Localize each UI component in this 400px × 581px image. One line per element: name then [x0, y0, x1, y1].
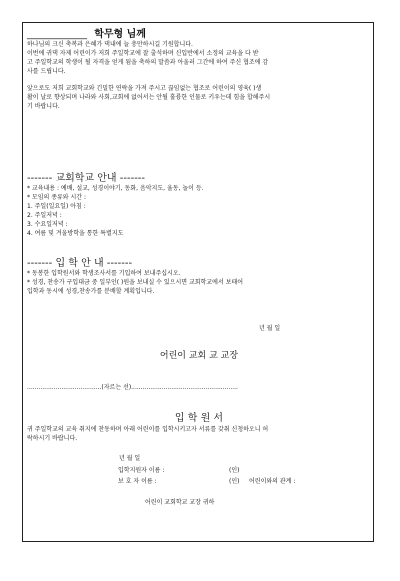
- intro-line-4: 사를 드립니다.: [27, 68, 66, 75]
- guide-item-schedule: * 모임의 종류와 시간 :: [27, 194, 87, 201]
- document-page: [22, 22, 374, 542]
- intro-line-2: 이번에 귀댁 자제 어린이가 저희 주일학교에 잘 출석하며 신입반에서 소정의 교육을 다 받: [27, 50, 259, 57]
- application-body-2: 락하시기 바랍니다.: [27, 435, 78, 442]
- guide-item-sunday-morning: 1. 주일(일요일) 아침 :: [27, 203, 86, 210]
- guardian-seal: (인): [229, 478, 240, 485]
- application-addressee: 어린이 교회학교 교장 귀하: [145, 499, 215, 506]
- relation-label: 어린이와의 관계 :: [249, 478, 296, 485]
- application-date: 년 월 일: [119, 455, 141, 462]
- admission-signature: 어린이 교회 교 교장: [159, 351, 239, 361]
- intro2-line-2: 활이 날로 향상되며 나라와 사회,교회에 없어서는 안될 훌륭한 인물로 키우는데 힘을 합해주시: [27, 94, 271, 101]
- guardian-name-label: 보 호 자 이름 :: [118, 478, 157, 485]
- applicant-seal: (인): [229, 467, 240, 474]
- intro2-line-1: 앞으로도 저희 교회학교와 긴밀한 연락을 가져 주시고 끊임없는 협조로 어린이의 영육( )생: [27, 85, 262, 92]
- addressee-header: [27, 25, 146, 40]
- guide-item-sunday-evening: 2. 주일저녁 :: [27, 212, 62, 219]
- admission-item-forms: * 동봉한 입학원서와 학생조사서를 기입하여 보내주십시오.: [27, 270, 181, 277]
- admission-item-fee: * 성경, 찬송가 구입대금 중 일부인( )원을 보내실 수 있으시면 교회학교에서 보태어: [27, 279, 244, 286]
- application-title: 입 학 원 서: [174, 413, 224, 424]
- guide-item-vacation: 4. 여름 및 겨울방학을 통한 특별지도: [27, 230, 124, 237]
- addressee-title: 학무형 님께: [94, 29, 146, 40]
- guide-heading: ------- 교회학교 안내 -------: [27, 173, 146, 184]
- cut-line: .......................................(자르는 선)........................................................: [27, 384, 238, 391]
- admission-heading: ------- 입 학 안 내 -------: [27, 258, 133, 269]
- addressee-blank: ____________: [27, 29, 87, 40]
- intro-line-3: 고 주일학교의 학생이 될 자격을 얻게 됨을 축하의 말씀과 아울러 그간에 하여 주신 협조에 감: [27, 59, 269, 66]
- admission-date: 년 월 일: [259, 325, 281, 332]
- intro2-line-3: 기 바랍니다.: [27, 103, 60, 110]
- guide-item-wednesday: 3. 수요일저녁 :: [27, 221, 68, 228]
- application-body-1: 귀 주일학교의 교육 취지에 찬동하며 아래 어린이를 입학시키고자 서류를 갖춰 신청하오니 허: [27, 426, 269, 433]
- applicant-name-label: 입학지원자 이름 :: [118, 467, 165, 474]
- intro-line-1: 하나님의 크신 축복과 은혜가 댁내에 늘 충만하시길 기원합니다.: [27, 41, 193, 48]
- guide-item-content: * 교육내용 : 예배, 설교, 성경이야기, 동화, 음악지도, 율동, 놀이 등.: [27, 185, 204, 192]
- admission-item-fee-cont: 입학과 동시에 성경,찬송가를 분배할 계획입니다.: [27, 288, 155, 295]
